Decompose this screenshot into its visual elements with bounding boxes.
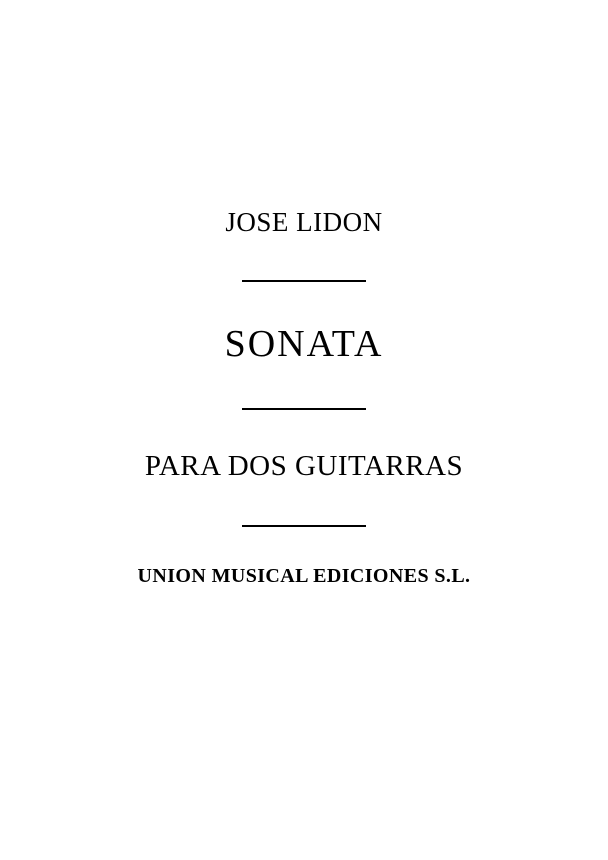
divider-after-subtitle xyxy=(0,525,608,527)
divider-after-author xyxy=(0,280,608,282)
publisher-name: UNION MUSICAL EDICIONES S.L. xyxy=(137,564,471,587)
composer-name: JOSE LIDON xyxy=(225,207,383,237)
title-block xyxy=(0,208,608,588)
divider-after-title xyxy=(0,408,608,410)
horizontal-rule-icon xyxy=(242,525,366,527)
horizontal-rule-icon xyxy=(242,408,366,410)
work-subtitle: PARA DOS GUITARRAS xyxy=(144,449,464,482)
horizontal-rule-icon xyxy=(242,280,366,282)
work-title: SONATA xyxy=(224,322,384,365)
